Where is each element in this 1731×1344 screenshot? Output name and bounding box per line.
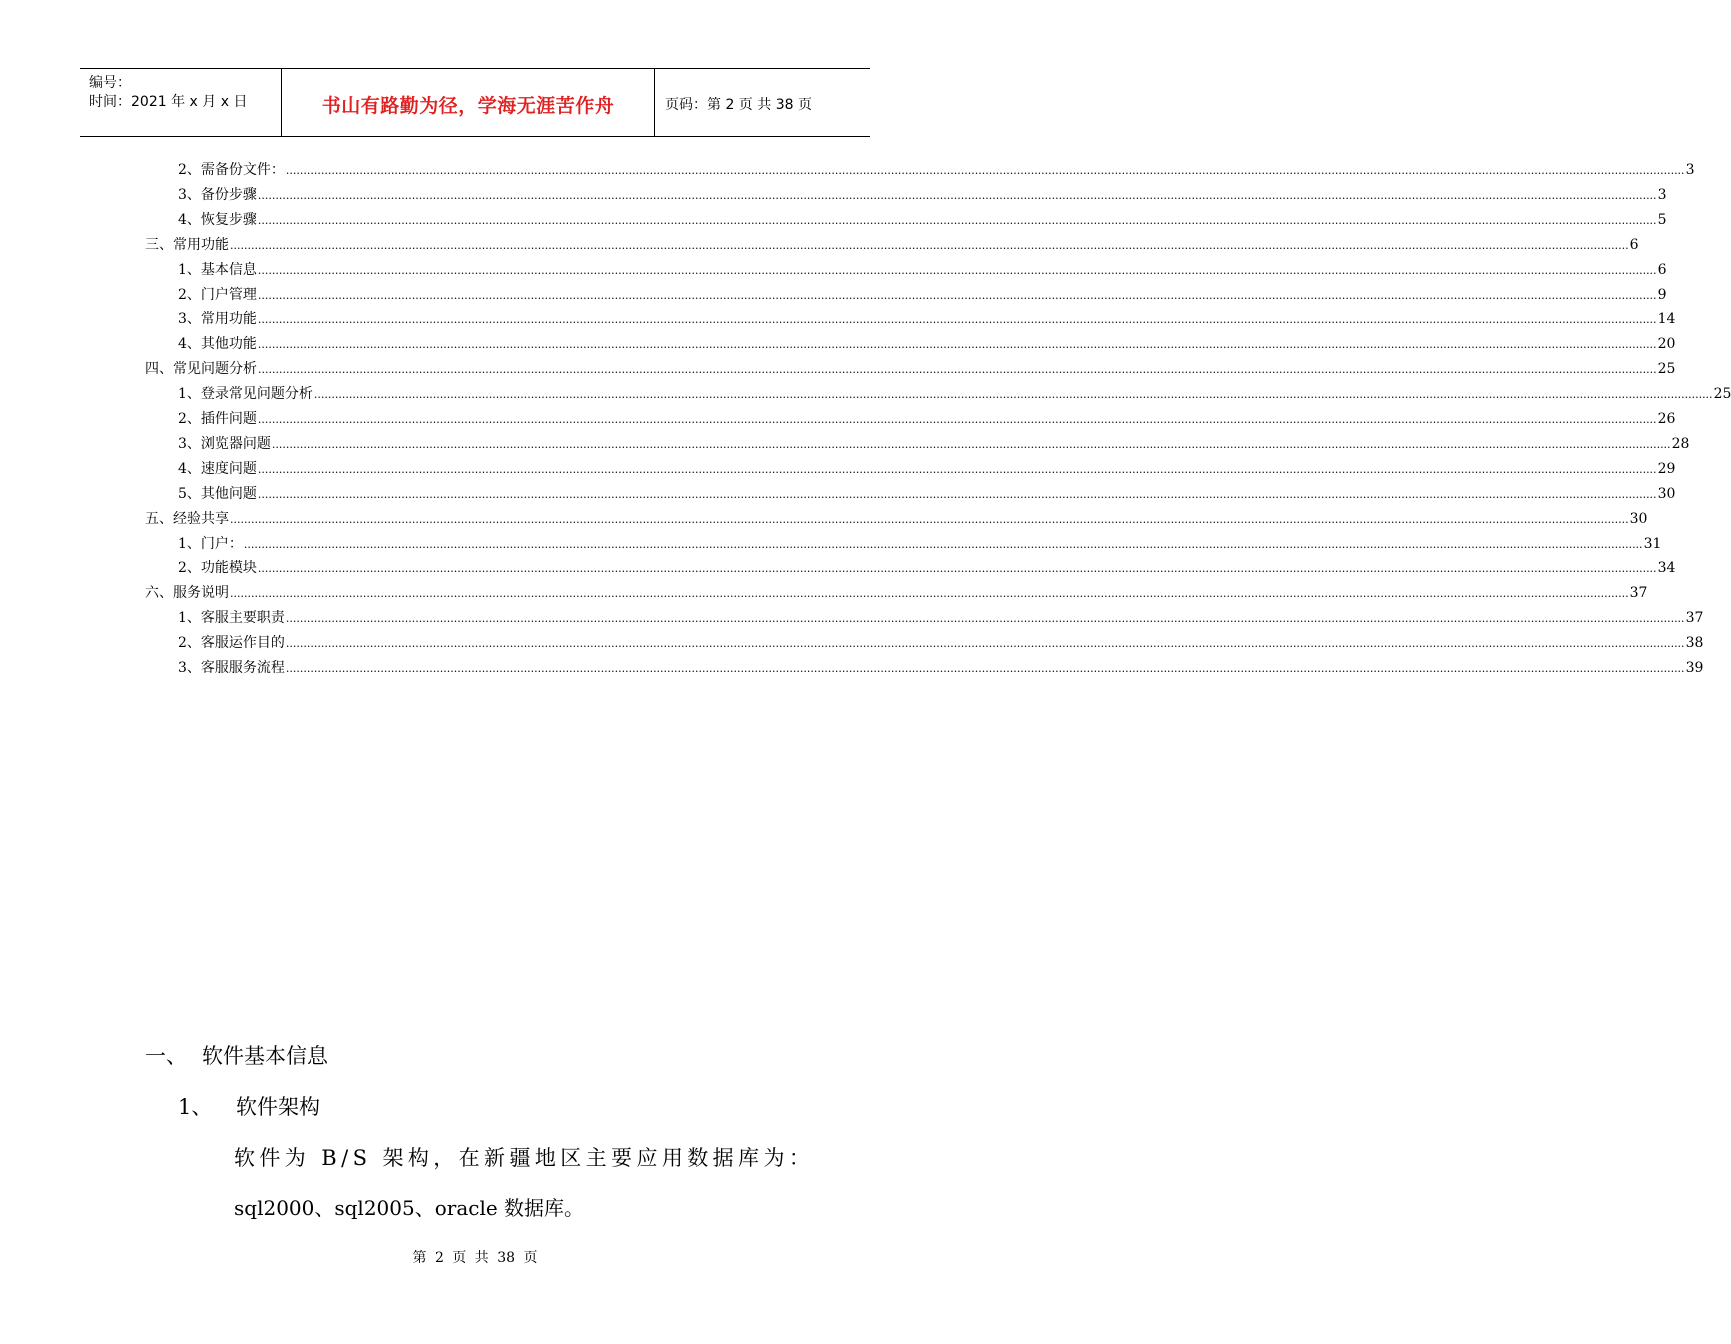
toc-entry-number: 六、 (145, 585, 173, 602)
toc-entry-title: 常用功能 (200, 311, 257, 328)
toc-entry-page: 29 (1657, 460, 1676, 477)
header-page-info: 页码：第 2 页 共 38 页 (665, 97, 812, 113)
toc-entry-number: 2、 (178, 162, 201, 178)
toc-entry-page: 37 (1685, 610, 1704, 627)
toc-entry-title: 速度问题 (200, 460, 257, 477)
toc-entry-number: 2、 (178, 635, 201, 652)
toc-entry-page: 25 (1713, 386, 1731, 403)
toc-entry[interactable] (178, 558, 1676, 578)
toc-entry[interactable] (178, 210, 1667, 230)
toc-entry[interactable] (178, 434, 1690, 454)
toc-entry-page: 25 (1657, 361, 1676, 378)
toc-entry-page: 6 (1629, 236, 1639, 253)
toc-entry-number: 5、 (178, 485, 201, 502)
toc-entry-number: 三、 (145, 236, 173, 253)
toc-entry[interactable] (178, 608, 1704, 628)
toc-entry-title: 其他功能 (200, 336, 257, 353)
toc-entry-page: 34 (1657, 560, 1676, 577)
section-heading-title: 软件基本信息 (202, 1044, 328, 1068)
toc-entry[interactable] (178, 285, 1667, 305)
toc-entry-page: 28 (1671, 435, 1690, 452)
toc-entry[interactable] (178, 459, 1676, 479)
toc-leader-dots: ................................................................................................................................................................................................................................................................................................................................................................................................................ (258, 363, 1657, 377)
body-paragraph-line-1: 软件为 B/S 架构，在新疆地区主要应用数据库为： (234, 1146, 815, 1170)
toc-entry-title: 门户管理 (200, 286, 257, 303)
toc-entry-page: 6 (1657, 261, 1667, 278)
section-heading-number: 一、 (145, 1044, 187, 1068)
toc-entry-title: 插件问题 (200, 411, 257, 427)
toc-entry-title: 门户： (200, 535, 243, 552)
toc-entry[interactable] (178, 309, 1676, 329)
toc-entry-number: 2、 (178, 286, 201, 303)
toc-entry-page: 3 (1685, 162, 1695, 178)
toc-entry-title: 功能模块 (200, 560, 257, 577)
subsection-heading-number: 1、 (178, 1095, 213, 1119)
toc-entry-page: 3 (1657, 186, 1667, 203)
toc-entry-page: 39 (1685, 660, 1704, 676)
toc-entry-number: 3、 (178, 186, 201, 203)
toc-entry[interactable] (178, 160, 1695, 180)
toc-entry-page: 31 (1643, 535, 1662, 552)
toc-entry-page: 26 (1657, 411, 1676, 427)
toc-leader-dots: ................................................................................................................................................................................................................................................................................................................................................................................................................ (257, 313, 1657, 327)
toc-entry-title: 恢复步骤 (200, 211, 257, 228)
header-page-cell (655, 69, 870, 136)
toc-entry[interactable] (178, 260, 1667, 280)
toc-leader-dots: ................................................................................................................................................................................................................................................................................................................................................................................................................ (271, 437, 1671, 451)
toc-entry-title: 服务说明 (173, 585, 229, 602)
toc-entry-title: 常用功能 (173, 236, 229, 253)
toc-leader-dots: ................................................................................................................................................................................................................................................................................................................................................................................................................ (257, 487, 1657, 501)
toc-leader-dots: ................................................................................................................................................................................................................................................................................................................................................................................................................ (257, 413, 1657, 426)
toc-entry-number: 四、 (145, 361, 173, 378)
toc-entry-title: 常见问题分析 (173, 361, 257, 378)
subsection-heading-title: 软件架构 (236, 1095, 320, 1119)
toc-entry[interactable] (178, 658, 1704, 678)
toc-leader-dots: ................................................................................................................................................................................................................................................................................................................................................................................................................ (257, 288, 1657, 302)
toc-entry-number: 3、 (178, 435, 201, 452)
toc-entry-title: 客服主要职责 (200, 610, 285, 627)
toc-entry-title: 客服服务流程 (200, 660, 285, 676)
toc-leader-dots: ................................................................................................................................................................................................................................................................................................................................................................................................................ (257, 462, 1657, 476)
header-meta-cell (80, 69, 282, 136)
toc-leader-dots: ................................................................................................................................................................................................................................................................................................................................................................................................................ (257, 213, 1657, 227)
toc-entry-page: 37 (1629, 585, 1648, 602)
toc-entry-number: 3、 (178, 311, 201, 328)
toc-entry-number: 1、 (178, 610, 201, 627)
page-footer: 第 2 页 共 38 页 (412, 1250, 538, 1266)
header-motto: 书山有路勤为径，学海无涯苦作舟 (321, 95, 615, 117)
toc-entry-title: 浏览器问题 (200, 435, 271, 452)
toc-leader-dots: ................................................................................................................................................................................................................................................................................................................................................................................................................ (285, 637, 1685, 651)
toc-entry-title: 登录常见问题分析 (200, 386, 313, 403)
toc-entry-number: 4、 (178, 460, 201, 477)
toc-leader-dots: ................................................................................................................................................................................................................................................................................................................................................................................................................ (257, 562, 1657, 576)
toc-entry-page: 20 (1657, 336, 1676, 353)
toc-leader-dots: ................................................................................................................................................................................................................................................................................................................................................................................................................ (313, 388, 1713, 402)
toc-entry-page: 9 (1657, 286, 1667, 303)
toc-entry[interactable] (178, 334, 1676, 354)
toc-entry[interactable] (178, 534, 1662, 554)
subsection-heading (178, 1091, 320, 1121)
toc-entry-number: 3、 (178, 660, 201, 676)
toc-entry-page: 30 (1657, 485, 1676, 502)
body-paragraph-line-2: sql2000、sql2005、oracle 数据库。 (234, 1196, 585, 1220)
document-date-label: 时间：2021 年 x 月 x 日 (89, 94, 248, 110)
toc-entry-number: 五、 (145, 510, 173, 527)
toc-entry[interactable] (145, 235, 1639, 255)
toc-entry-number: 2、 (178, 560, 201, 577)
toc-entry-number: 4、 (178, 211, 201, 228)
toc-entry-number: 1、 (178, 386, 201, 403)
section-heading (145, 1040, 328, 1070)
toc-entry[interactable] (178, 409, 1676, 429)
toc-entry-page: 5 (1657, 211, 1667, 228)
toc-leader-dots: ................................................................................................................................................................................................................................................................................................................................................................................................................ (230, 512, 1629, 526)
toc-entry-page: 14 (1657, 311, 1676, 328)
toc-leader-dots: ................................................................................................................................................................................................................................................................................................................................................................................................................ (230, 587, 1629, 601)
toc-entry-page: 38 (1685, 635, 1704, 652)
toc-entry[interactable] (178, 185, 1667, 205)
toc-entry-title: 备份步骤 (200, 186, 257, 203)
toc-entry-title: 其他问题 (200, 485, 257, 502)
toc-entry-title: 客服运作目的 (200, 635, 285, 652)
toc-leader-dots: ................................................................................................................................................................................................................................................................................................................................................................................................................ (257, 338, 1657, 352)
toc-entry-number: 4、 (178, 336, 201, 353)
document-number-label: 编号： (89, 75, 131, 91)
toc-entry[interactable] (145, 583, 1648, 603)
toc-entry[interactable] (178, 384, 1731, 404)
page-header (80, 68, 870, 137)
toc-leader-dots: ................................................................................................................................................................................................................................................................................................................................................................................................................ (285, 612, 1685, 626)
toc-leader-dots: ................................................................................................................................................................................................................................................................................................................................................................................................................ (257, 263, 1657, 277)
toc-entry[interactable] (145, 509, 1648, 529)
toc-leader-dots: ................................................................................................................................................................................................................................................................................................................................................................................................................ (243, 537, 1643, 551)
toc-entry-page: 30 (1629, 510, 1648, 527)
toc-entry[interactable] (178, 484, 1676, 504)
toc-entry[interactable] (145, 359, 1676, 379)
toc-entry-title: 经验共享 (173, 510, 229, 527)
toc-entry[interactable] (178, 633, 1704, 653)
toc-entry-title: 基本信息 (200, 261, 257, 278)
toc-entry-number: 1、 (178, 535, 201, 552)
toc-entry-number: 1、 (178, 261, 201, 278)
toc-leader-dots: ................................................................................................................................................................................................................................................................................................................................................................................................................ (230, 238, 1629, 252)
toc-leader-dots: ................................................................................................................................................................................................................................................................................................................................................................................................................ (285, 164, 1685, 177)
header-motto-cell (282, 69, 655, 136)
toc-leader-dots: ................................................................................................................................................................................................................................................................................................................................................................................................................ (257, 188, 1657, 202)
toc-entry-title: 需备份文件： (200, 162, 285, 178)
toc-leader-dots: ................................................................................................................................................................................................................................................................................................................................................................................................................ (285, 662, 1685, 675)
toc-entry-number: 2、 (178, 411, 201, 427)
